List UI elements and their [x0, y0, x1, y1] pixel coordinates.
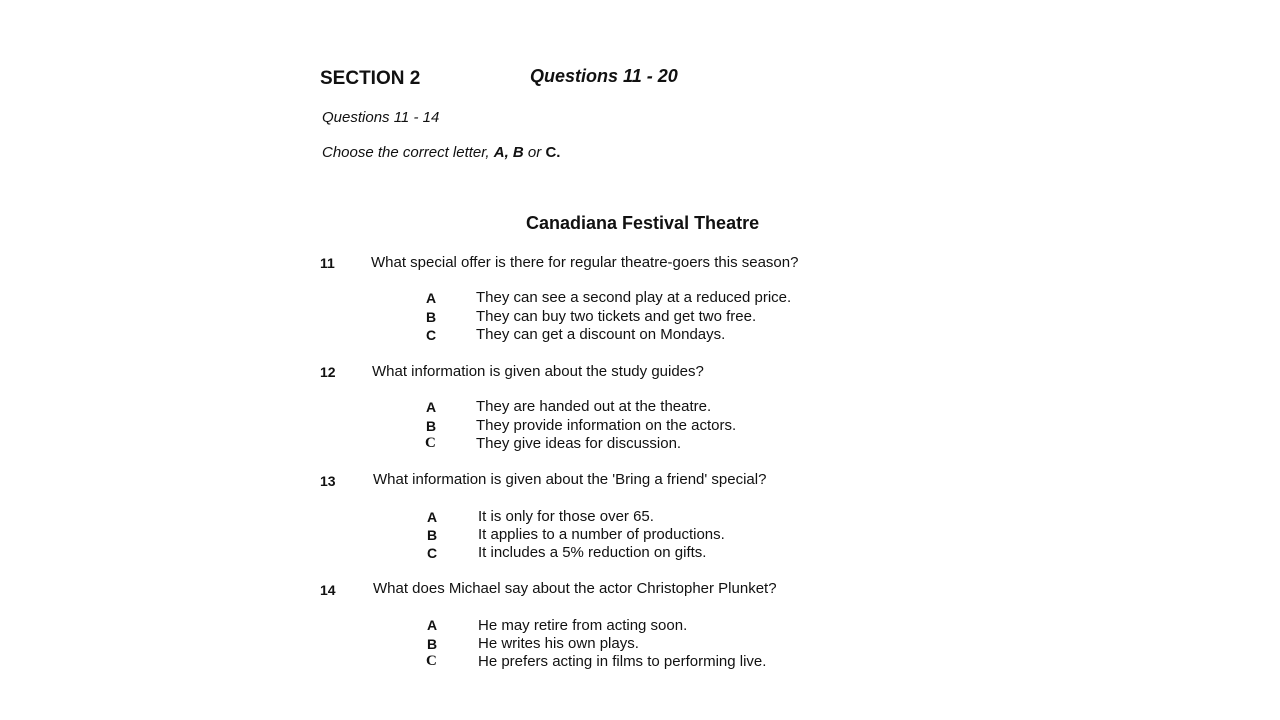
question-text: What does Michael say about the actor Christopher Plunket? — [373, 580, 777, 597]
option-text: They are handed out at the theatre. — [476, 398, 712, 415]
question-number: 11 — [320, 255, 335, 271]
option-letter: C — [425, 435, 436, 451]
option-text: They can buy two tickets and get two free. — [476, 308, 757, 325]
instruction — [322, 144, 560, 161]
option-text: It applies to a number of productions. — [478, 526, 725, 543]
option-letter: B — [427, 527, 438, 543]
option-letter: C — [426, 327, 437, 343]
option-text: They provide information on the actors. — [476, 417, 737, 434]
option-text: It includes a 5% reduction on gifts. — [478, 544, 707, 561]
instruction-last: C. — [545, 144, 561, 161]
option-text: He may retire from acting soon. — [478, 617, 688, 634]
question-text: What information is given about the 'Bring a friend' special? — [373, 471, 767, 488]
option-letter: B — [426, 309, 437, 325]
option-letter: A — [426, 290, 437, 306]
questions-range: Questions 11 - 20 — [530, 66, 678, 86]
option-text: They give ideas for discussion. — [476, 435, 682, 452]
sub-range: Questions 11 - 14 — [322, 109, 440, 126]
option-text: They can see a second play at a reduced price. — [476, 289, 792, 306]
option-letter: A — [426, 399, 437, 415]
section-title: SECTION 2 — [320, 68, 421, 89]
question-number: 14 — [320, 582, 336, 598]
option-text: He prefers acting in films to performing live. — [478, 653, 767, 670]
option-letter: A — [427, 617, 438, 633]
option-letter: B — [426, 418, 437, 434]
instruction-letters: A, B — [493, 144, 524, 161]
option-text: It is only for those over 65. — [478, 508, 654, 525]
question-number: 12 — [320, 364, 336, 380]
question-number: 13 — [320, 473, 336, 489]
instruction-prefix: Choose the correct letter, — [322, 144, 494, 161]
option-letter: C — [427, 545, 438, 561]
option-letter: B — [427, 636, 438, 652]
question-text: What special offer is there for regular theatre-goers this season? — [371, 254, 799, 271]
question-text: What information is given about the study guides? — [372, 363, 704, 380]
option-letter: C — [426, 653, 437, 669]
instruction-or: or — [523, 144, 546, 161]
document-title: Canadiana Festival Theatre — [526, 213, 760, 233]
option-text: He writes his own plays. — [478, 635, 639, 652]
option-text: They can get a discount on Mondays. — [476, 326, 726, 343]
option-letter: A — [427, 509, 438, 525]
